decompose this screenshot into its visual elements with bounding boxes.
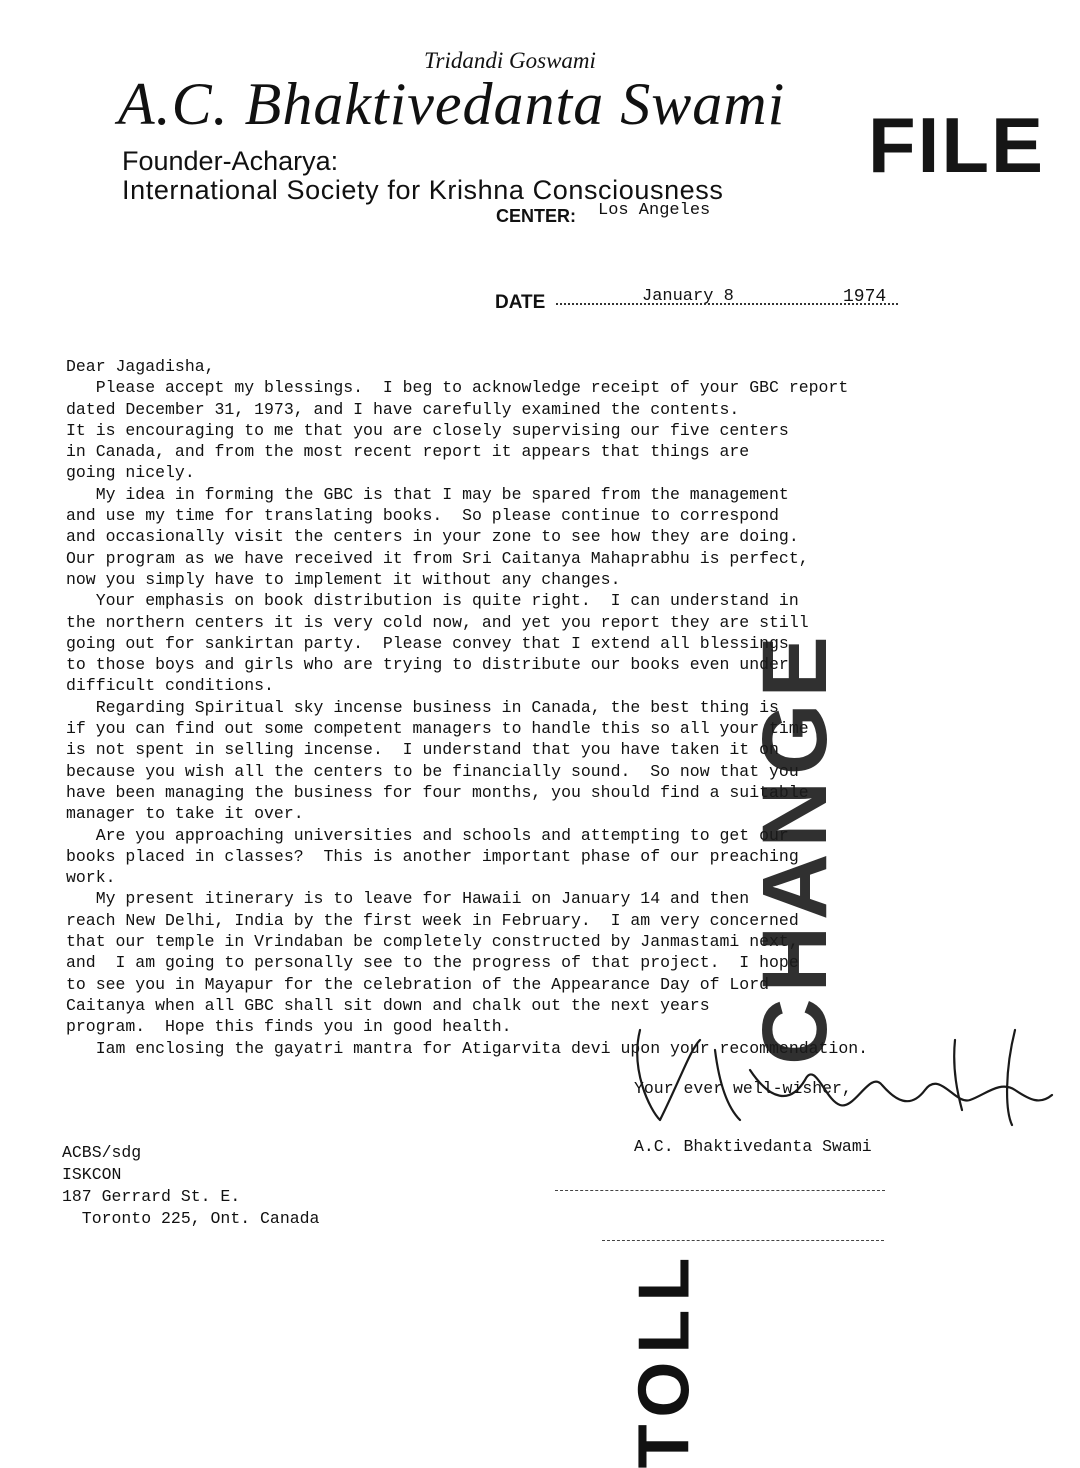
letterhead-title-prefix: Tridandi Goswami [424, 48, 596, 73]
letter-line: to those boys and girls who are trying to distribute our books even under [66, 655, 789, 675]
letter-line: My idea in forming the GBC is that I may be spared from the management [66, 484, 789, 504]
divider [602, 1240, 884, 1241]
letter-line: to see you in Mayapur for the celebration of the Appearance Day of Lord [66, 974, 770, 994]
address-line: Toronto 225, Ont. Canada [62, 1209, 320, 1228]
address-block [62, 1142, 319, 1230]
divider [555, 1190, 885, 1191]
letter-line: manager to take it over. [66, 804, 304, 824]
letter-line: work. [66, 868, 116, 888]
bottom-stamp: TOLL [624, 1249, 705, 1468]
letter-line: and use my time for translating books. So please continue to correspond [66, 506, 779, 526]
center-value: Los Angeles [598, 201, 711, 220]
letter-line: difficult conditions. [66, 676, 274, 696]
center-label: CENTER: [496, 206, 576, 226]
change-stamp: CHANGE [743, 630, 846, 1065]
handwritten-signature [620, 1010, 1060, 1150]
letter-line: going nicely. [66, 463, 195, 483]
letter-line: books placed in classes? This is another important phase of our preaching [66, 846, 799, 866]
letter-line: have been managing the business for four months, you should find a suitable [66, 782, 809, 802]
signer-name: A.C. Bhaktivedanta Swami [634, 1137, 872, 1156]
letter-line: in Canada, and from the most recent report it appears that things are [66, 442, 750, 462]
letter-line: Are you approaching universities and schools and attempting to get our [66, 825, 789, 845]
letter-line: dated December 31, 1973, and I have carefully examined the contents. [66, 399, 740, 419]
letter-line: now you simply have to implement it without any changes. [66, 569, 621, 589]
letter-line: and occasionally visit the centers in your zone to see how they are doing. [66, 527, 799, 547]
letter-line: if you can find out some competent managers to handle this so all your time [66, 719, 809, 739]
letter-line: going out for sankirtan party. Please convey that I extend all blessings [66, 633, 789, 653]
valediction: Your ever well-wisher, [634, 1079, 852, 1098]
letter-line: is not spent in selling incense. I understand that you have taken it on [66, 740, 779, 760]
letterhead-founder: Founder-Acharya: [122, 146, 339, 176]
letter-line: Your emphasis on book distribution is quite right. I can understand in [66, 591, 799, 611]
letter-line: Regarding Spiritual sky incense business in Canada, the best thing is [66, 697, 779, 717]
address-line: ISKCON [62, 1165, 122, 1184]
letter-line: Our program as we have received it from Sri Caitanya Mahaprabhu is perfect, [66, 548, 809, 568]
letter-line: Please accept my blessings. I beg to acknowledge receipt of your GBC report [66, 378, 849, 398]
letter-line: reach New Delhi, India by the first week in February. I am very concerned [66, 910, 799, 930]
date-year: 1974 [843, 287, 887, 307]
letter-line: My present itinerary is to leave for Hawaii on January 14 and then [66, 889, 750, 909]
file-stamp: FILE [868, 101, 1045, 189]
letter-line: It is encouraging to me that you are closely supervising our five centers [66, 420, 789, 440]
date-value: January 8 [642, 287, 734, 306]
letter-line: the northern centers it is very cold now, and yet you report they are still [66, 612, 809, 632]
letterhead-society: International Society for Krishna Consciousness [122, 175, 724, 205]
address-line: ACBS/sdg [62, 1143, 142, 1162]
letterhead-name: A.C. Bhaktivedanta Swami [118, 71, 786, 137]
date-label: DATE [495, 292, 546, 313]
letter-line: Caitanya when all GBC shall sit down and chalk out the next years [66, 995, 710, 1015]
address-line: 187 Gerrard St. E. [62, 1187, 241, 1206]
letter-line: and I am going to personally see to the progress of that project. I hope [66, 953, 799, 973]
salutation: Dear Jagadisha, [66, 357, 215, 376]
letter-line: Iam enclosing the gayatri mantra for Atigarvita devi upon your recommendation. [66, 1038, 869, 1058]
letter-line: because you wish all the centers to be financially sound. So now that you [66, 761, 799, 781]
letter-line: program. Hope this finds you in good health. [66, 1017, 512, 1037]
letter-line: that our temple in Vrindaban be completely constructed by Janmastami next, [66, 932, 799, 952]
